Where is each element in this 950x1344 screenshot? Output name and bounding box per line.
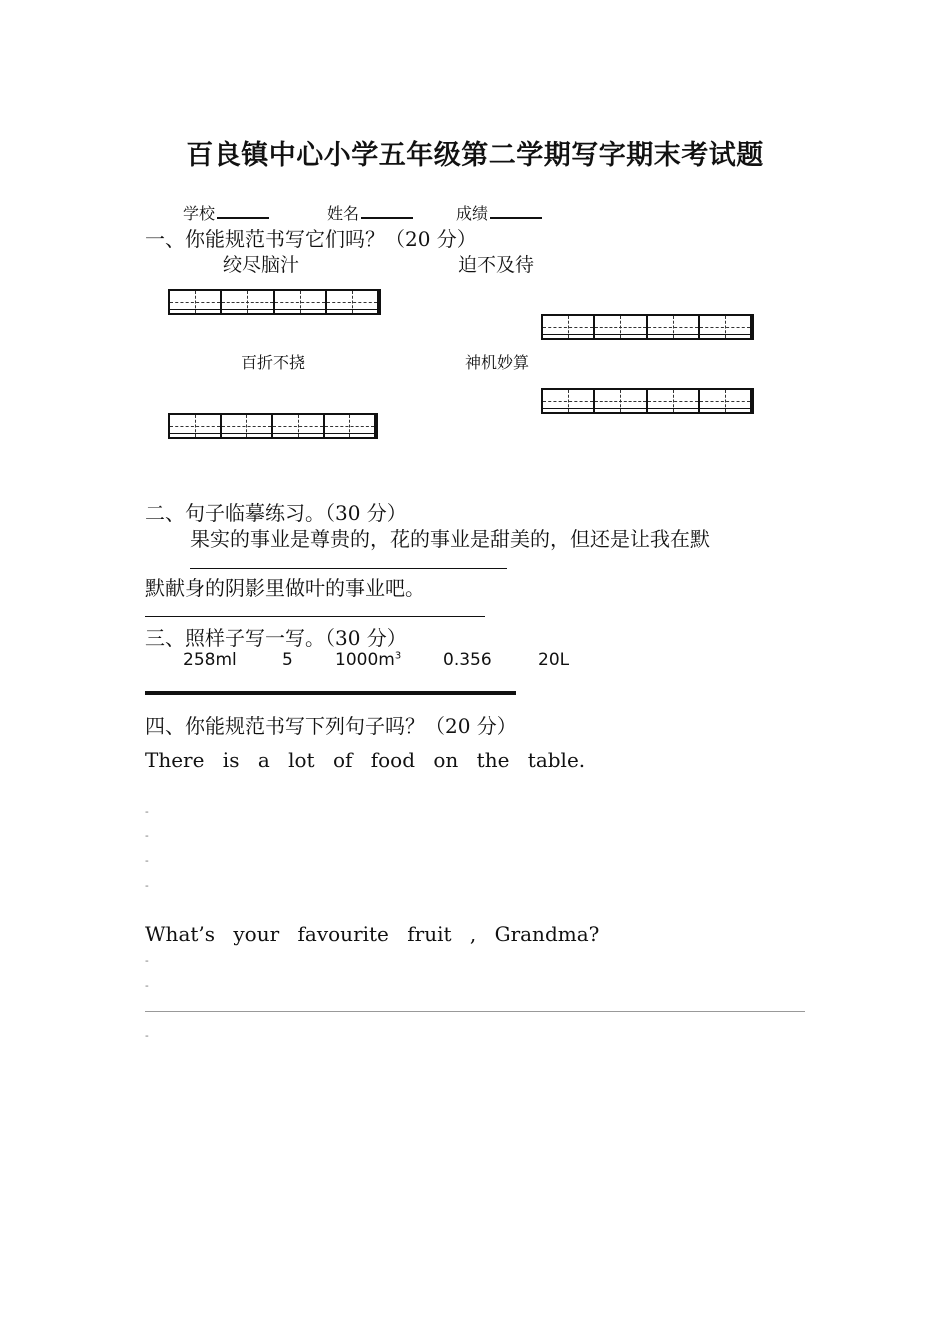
writing-grid-3[interactable]	[168, 413, 378, 439]
writing-grid-2[interactable]	[541, 314, 754, 340]
writing-grid-4[interactable]	[541, 388, 754, 414]
section4-heading: 四、你能规范书写下列句子吗？（20 分）	[145, 714, 517, 738]
section2-heading: 二、句子临摹练习。（30 分）	[145, 501, 407, 525]
section1-heading: 一、你能规范书写它们吗？（20 分）	[145, 227, 477, 251]
copy-line-2[interactable]	[145, 616, 485, 617]
writing-line-marker: -	[145, 954, 149, 967]
writing-line-marker: -	[145, 1029, 149, 1042]
writing-grid-1[interactable]	[168, 289, 381, 315]
idiom-3: 百折不挠	[241, 353, 306, 372]
title-lead: 百良	[186, 140, 242, 171]
idiom-2: 迫不及待	[458, 254, 535, 276]
unit-item-3-sup: 3	[394, 650, 402, 662]
name-blank[interactable]	[361, 203, 413, 219]
name-label: 姓名	[327, 204, 360, 223]
writing-line-marker: -	[145, 829, 149, 842]
section2-line2: 默献身的阴影里做叶的事业吧。	[145, 576, 425, 600]
unit-item-3-base: 1000m	[335, 650, 395, 670]
school-blank[interactable]	[217, 203, 269, 219]
writing-line-marker: -	[145, 979, 149, 992]
name-field	[327, 201, 413, 224]
writing-line[interactable]	[145, 1011, 805, 1012]
copy-line-1[interactable]	[190, 568, 507, 569]
writing-line-marker: -	[145, 879, 149, 892]
unit-item-4: 0.356	[443, 650, 492, 670]
score-label: 成绩	[456, 204, 489, 223]
idiom-4: 神机妙算	[465, 353, 530, 372]
section2-line1: 果实的事业是尊贵的，花的事业是甜美的，但还是让我在默	[190, 527, 710, 551]
unit-item-2: 5	[282, 650, 293, 670]
score-blank[interactable]	[490, 203, 542, 219]
school-field	[183, 201, 269, 224]
sentence-2: What’s your favourite fruit , Grandma?	[145, 922, 600, 946]
school-label: 学校	[183, 204, 216, 223]
idiom-1: 绞尽脑汁	[223, 254, 300, 276]
page-title	[0, 133, 950, 172]
unit-item-3	[335, 650, 401, 670]
unit-item-5: 20L	[538, 650, 570, 670]
title-rest: 镇中心小学五年级第二学期写字期末考试题	[241, 140, 764, 171]
writing-line-marker: -	[145, 854, 149, 867]
score-field	[456, 201, 542, 224]
writing-line-marker: -	[145, 805, 149, 818]
copy-line-3[interactable]	[145, 691, 516, 695]
section3-heading: 三、照样子写一写。（30 分）	[145, 626, 407, 650]
sentence-1: There is a lot of food on the table.	[145, 748, 586, 772]
unit-item-1: 258ml	[183, 650, 237, 670]
